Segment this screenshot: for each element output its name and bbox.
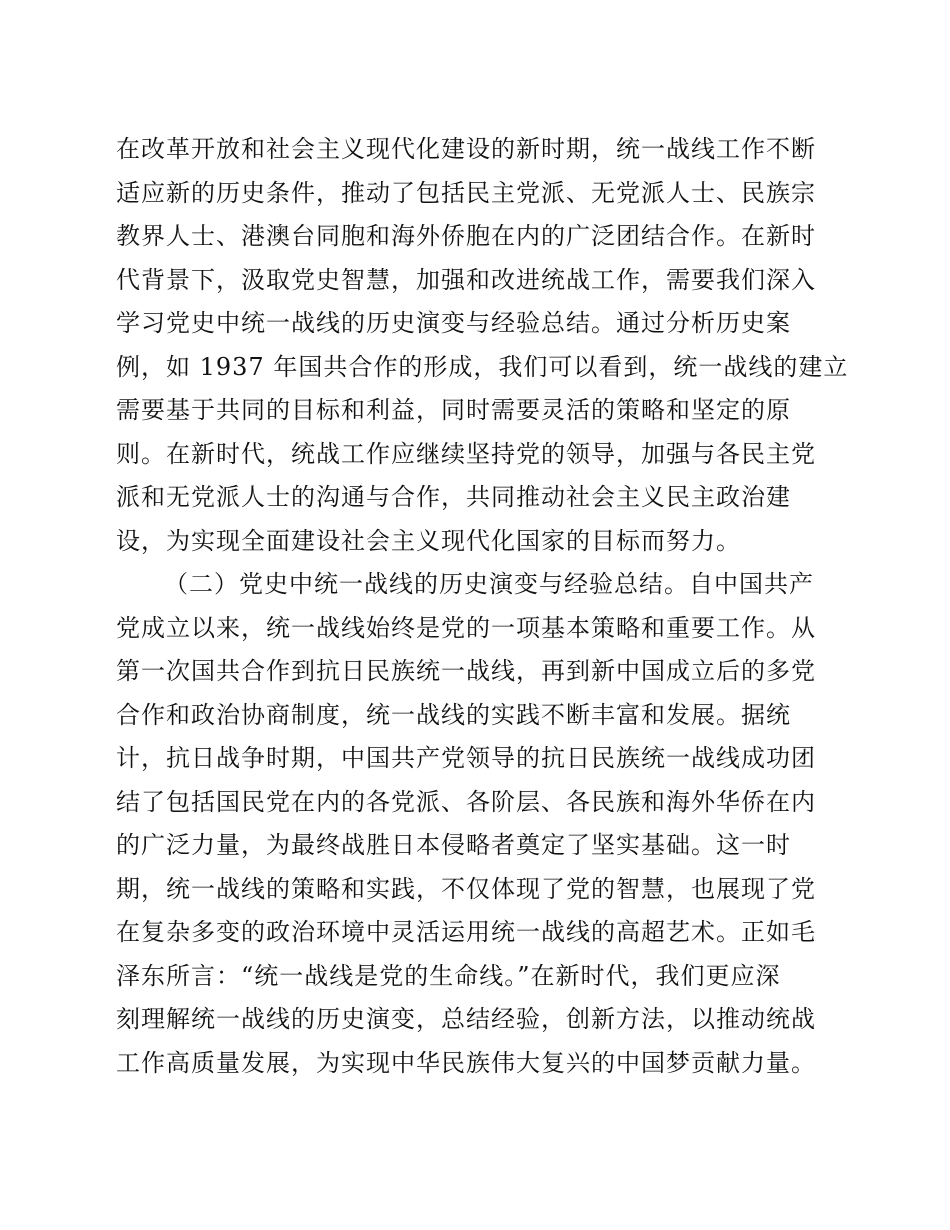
text-line: 需要基于共同的目标和利益，同时需要灵活的策略和坚定的原 bbox=[116, 396, 791, 424]
text-line: 派和无党派人士的沟通与合作，共同推动社会主义民主政治建 bbox=[116, 483, 791, 511]
text-line: 计，抗日战争时期，中国共产党领导的抗日民族统一战线成功团 bbox=[116, 744, 816, 772]
section-heading-line: （二）党史中统一战线的历史演变与经验总结。自中国共产 bbox=[164, 570, 814, 598]
text-line: 的广泛力量，为最终战胜日本侵略者奠定了坚实基础。这一时 bbox=[116, 831, 791, 859]
text-line: 在复杂多变的政治环境中灵活运用统一战线的高超艺术。正如毛 bbox=[116, 918, 816, 946]
text-line: 党成立以来，统一战线始终是党的一项基本策略和重要工作。从 bbox=[116, 613, 816, 642]
text-line: 期，统一战线的策略和实践，不仅体现了党的智慧，也展现了党 bbox=[116, 874, 816, 903]
text-line: 结了包括国民党在内的各党派、各阶层、各民族和海外华侨在内 bbox=[116, 787, 816, 816]
text-line: 第一次国共合作到抗日民族统一战线，再到新中国成立后的多党 bbox=[116, 657, 816, 685]
text-line: 工作高质量发展，为实现中华民族伟大复兴的中国梦贡献力量。 bbox=[116, 1048, 816, 1077]
text-line: 在改革开放和社会主义现代化建设的新时期，统一战线工作不断 bbox=[116, 135, 816, 163]
text-line: 设，为实现全面建设社会主义现代化国家的目标而努力。 bbox=[116, 526, 741, 555]
text-line: 教界人士、港澳台同胞和海外侨胞在内的广泛团结合作。在新时 bbox=[116, 222, 816, 250]
text-line: 代背景下，汲取党史智慧，加强和改进统战工作，需要我们深入 bbox=[116, 265, 816, 294]
text-line: 合作和政治协商制度，统一战线的实践不断丰富和发展。据统 bbox=[116, 700, 791, 729]
text-line: 例，如 1937 年国共合作的形成，我们可以看到，统一战线的建立 bbox=[116, 352, 849, 381]
text-line: 刻理解统一战线的历史演变，总结经验，创新方法，以推动统战 bbox=[116, 1005, 816, 1033]
text-line: 适应新的历史条件，推动了包括民主党派、无党派人士、民族宗 bbox=[116, 178, 816, 207]
text-line: 泽东所言：“统一战线是党的生命线。”在新时代，我们更应深 bbox=[116, 961, 781, 990]
text-line: 学习党史中统一战线的历史演变与经验总结。通过分析历史案 bbox=[116, 309, 791, 337]
body-text bbox=[116, 128, 849, 1085]
text-line: 则。在新时代，统战工作应继续坚持党的领导，加强与各民主党 bbox=[116, 439, 816, 468]
